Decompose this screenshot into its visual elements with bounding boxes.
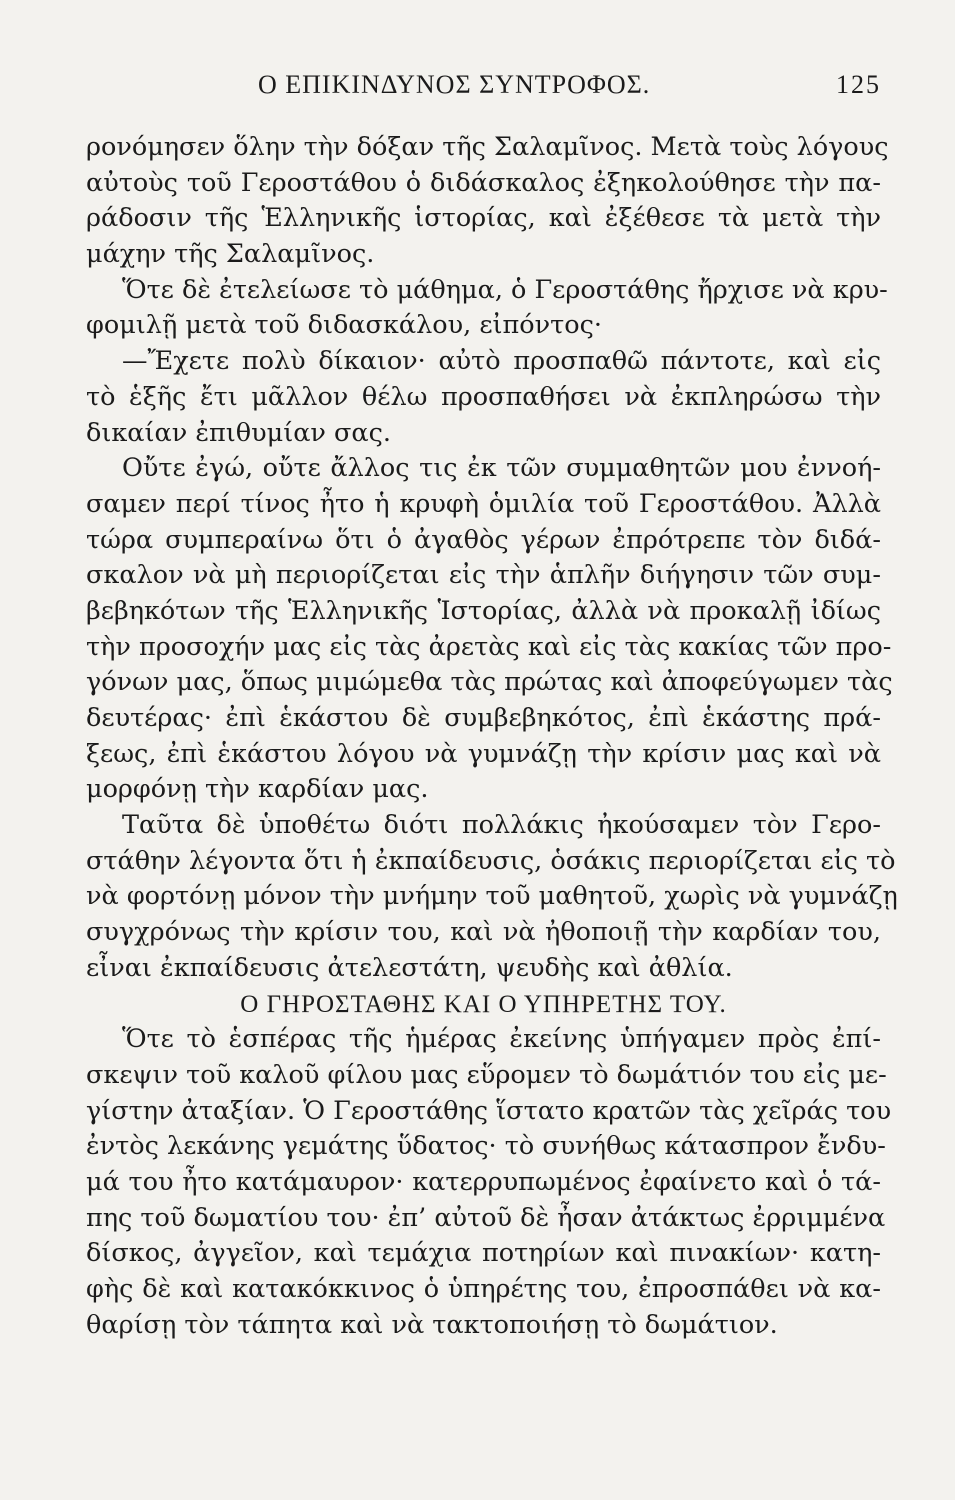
section-heading: Ο ΓΗΡΟΣΤΑΘΗΣ ΚΑΙ Ο ΥΠΗΡΕΤΗΣ ΤΟΥ. bbox=[240, 990, 727, 1018]
text-line: ξεως, ἐπὶ ἑκάστου λόγου νὰ γυμνάζῃ τὴν κρίσιν μας καὶ νὰ bbox=[86, 738, 881, 769]
text-line: πης τοῦ δωματίου του· ἐπ’ αὐτοῦ δὲ ἦσαν ἀτάκτως ἐρριμμένα bbox=[86, 1202, 886, 1233]
text-line: βεβηκότων τῆς Ἑλληνικῆς Ἱστορίας, ἀλλὰ νὰ προκαλῇ ἰδίως bbox=[86, 595, 881, 626]
text-line: ἐντὸς λεκάνης γεμάτης ὕδατος· τὸ συνήθως κάτασπρον ἔνδυ- bbox=[86, 1131, 886, 1162]
text-line: νὰ φορτόνῃ μόνον τὴν μνήμην τοῦ μαθητοῦ, χωρὶς νὰ γυμνάζῃ bbox=[86, 881, 898, 912]
text-line: σκεψιν τοῦ καλοῦ φίλου μας εὕρομεν τὸ δωμάτιόν του εἰς με- bbox=[86, 1059, 887, 1090]
page-number: 125 bbox=[836, 70, 881, 99]
page-header bbox=[86, 70, 881, 110]
text-line: τὸ ἑξῆς ἔτι μᾶλλον θέλω προσπαθήσει νὰ ἐκπληρώσω τὴν bbox=[86, 381, 881, 412]
text-line: τὴν προσοχήν μας εἰς τὰς ἀρετὰς καὶ εἰς τὰς κακίας τῶν προ- bbox=[86, 631, 892, 662]
text-line: δικαίαν ἐπιθυμίαν σας. bbox=[86, 417, 392, 448]
text-line: εἶναι ἐκπαίδευσις ἀτελεστάτη, ψευδὴς καὶ ἀθλία. bbox=[86, 952, 733, 983]
text-line: μάχην τῆς Σαλαμῖνος. bbox=[86, 239, 375, 270]
text-line: φὴς δὲ καὶ κατακόκκινος ὁ ὑπηρέτης του, ἐπροσπάθει νὰ κα- bbox=[86, 1274, 881, 1304]
text-line: Οὔτε ἐγώ, οὔτε ἄλλος τις ἐκ τῶν συμμαθητῶν μου ἐννοή- bbox=[122, 453, 881, 484]
text-line: τώρα συμπεραίνω ὅτι ὁ ἀγαθὸς γέρων ἐπρότρεπε τὸν διδά- bbox=[86, 524, 881, 555]
text-line: Ὅτε δὲ ἐτελείωσε τὸ μάθημα, ὁ Γεροστάθης ἤρχισε νὰ κρυ- bbox=[122, 274, 888, 305]
text-line: συγχρόνως τὴν κρίσιν του, καὶ νὰ ἠθοποιῇ τὴν καρδίαν του, bbox=[86, 917, 881, 948]
text-line: στάθην λέγοντα ὅτι ἡ ἐκπαίδευσις, ὁσάκις περιορίζεται εἰς τὸ bbox=[86, 845, 896, 876]
text-line: ράδοσιν τῆς Ἑλληνικῆς ἱστορίας, καὶ ἐξέθεσε τὰ μετὰ τὴν bbox=[86, 203, 881, 234]
text-line: γίστην ἀταξίαν. Ὁ Γεροστάθης ἵστατο κρατῶν τὰς χεῖράς του bbox=[86, 1095, 892, 1126]
text-line: φομιλῇ μετὰ τοῦ διδασκάλου, εἰπόντος· bbox=[86, 310, 602, 341]
text-line: θαρίσῃ τὸν τάπητα καὶ νὰ τακτοποιήσῃ τὸ δωμάτιον. bbox=[86, 1309, 778, 1340]
running-title: Ο ΕΠΙΚΙΝΔΥΝΟΣ ΣΥΝΤΡΟΦΟΣ. bbox=[258, 70, 651, 99]
text-line: γόνων μας, ὅπως μιμώμεθα τὰς πρώτας καὶ ἀποφεύγωμεν τὰς bbox=[86, 667, 893, 698]
body-text bbox=[86, 130, 898, 1343]
text-line: —Ἔχετε πολὺ δίκαιον· αὐτὸ προσπαθῶ πάντοτε, καὶ εἰς bbox=[122, 346, 881, 377]
text-line: μά του ἦτο κατάμαυρον· κατερρυπωμένος ἐφαίνετο καὶ ὁ τά- bbox=[86, 1166, 881, 1197]
text-line: Ὅτε τὸ ἑσπέρας τῆς ἡμέρας ἐκείνης ὑπήγαμεν πρὸς ἐπί- bbox=[122, 1024, 881, 1055]
text-line: σκαλον νὰ μὴ περιορίζεται εἰς τὴν ἁπλῆν διήγησιν τῶν συμ- bbox=[86, 560, 881, 591]
text-line: Ταῦτα δὲ ὑποθέτω διότι πολλάκις ἠκούσαμεν τὸν Γερο- bbox=[122, 810, 881, 841]
text-line: δευτέρας· ἐπὶ ἑκάστου δὲ συμβεβηκότος, ἐπὶ ἑκάστης πρά- bbox=[86, 703, 881, 733]
text-line: αὐτοὺς τοῦ Γεροστάθου ὁ διδάσκαλος ἐξηκολούθησε τὴν πα- bbox=[86, 167, 881, 198]
text-line: δίσκος, ἀγγεῖον, καὶ τεμάχια ποτηρίων καὶ πινακίων· κατη- bbox=[86, 1238, 881, 1269]
text-line: σαμεν περί τίνος ἦτο ἡ κρυφὴ ὁμιλία τοῦ Γεροστάθου. Ἀλλὰ bbox=[86, 488, 881, 519]
text-line: μορφόνῃ τὴν καρδίαν μας. bbox=[86, 774, 429, 805]
text-line: ρονόμησεν ὅλην τὴν δόξαν τῆς Σαλαμῖνος. Μετὰ τοὺς λόγους bbox=[86, 132, 889, 162]
